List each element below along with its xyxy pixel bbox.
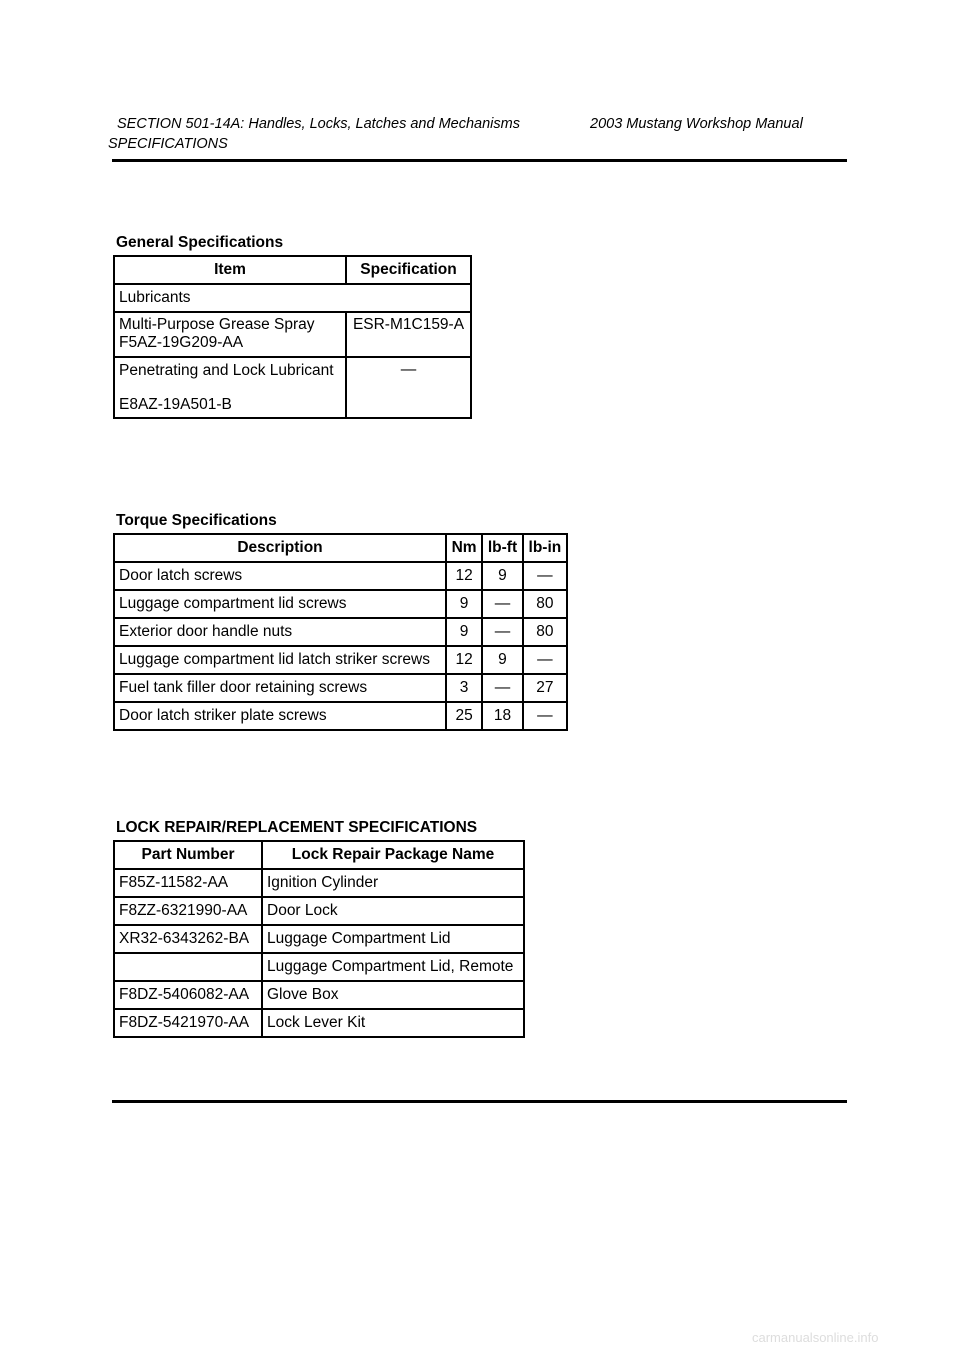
torque-lbin: 27: [523, 674, 567, 702]
package-name: Ignition Cylinder: [262, 869, 524, 897]
table-row: [114, 674, 567, 702]
general-specs-title: General Specifications: [116, 234, 284, 251]
table-row: [114, 618, 567, 646]
table-row: [114, 312, 471, 357]
page-subtitle: SPECIFICATIONS: [108, 136, 228, 152]
torque-lbin: —: [523, 702, 567, 730]
general-specs-table: [113, 255, 472, 419]
table-row: [114, 981, 524, 1009]
item-part-number: E8AZ-19A501-B: [119, 396, 232, 413]
torque-lbft: —: [482, 590, 523, 618]
torque-specs-table: [113, 533, 568, 731]
item-spec: —: [346, 357, 471, 418]
table-row: [114, 953, 524, 981]
col-header-specification: Specification: [346, 256, 471, 284]
col-header-nm: Nm: [446, 534, 482, 562]
torque-description: Fuel tank filler door retaining screws: [114, 674, 446, 702]
col-header-lbft: lb-ft: [482, 534, 523, 562]
package-name: Luggage Compartment Lid: [262, 925, 524, 953]
torque-lbft: 9: [482, 562, 523, 590]
torque-nm: 12: [446, 562, 482, 590]
torque-lbft: —: [482, 674, 523, 702]
torque-nm: 3: [446, 674, 482, 702]
col-header-lbin: lb-in: [523, 534, 567, 562]
torque-description: Luggage compartment lid latch striker screws: [114, 646, 446, 674]
torque-description: Door latch screws: [114, 562, 446, 590]
part-number: F85Z-11582-AA: [114, 869, 262, 897]
part-number: F8DZ-5406082-AA: [114, 981, 262, 1009]
part-number: F8DZ-5421970-AA: [114, 1009, 262, 1037]
col-header-item: Item: [114, 256, 346, 284]
torque-specs-title: Torque Specifications: [116, 512, 277, 529]
part-number: XR32-6343262-BA: [114, 925, 262, 953]
table-row: [114, 897, 524, 925]
torque-description: Door latch striker plate screws: [114, 702, 446, 730]
col-header-part-number: Part Number: [114, 841, 262, 869]
lock-specs-title: LOCK REPAIR/REPLACEMENT SPECIFICATIONS: [116, 819, 478, 836]
package-name: Luggage Compartment Lid, Remote: [262, 953, 524, 981]
header-rule: [112, 159, 847, 162]
torque-lbft: 9: [482, 646, 523, 674]
item-name: Multi-Purpose Grease Spray: [119, 316, 315, 333]
col-header-package-name: Lock Repair Package Name: [262, 841, 524, 869]
torque-description: Exterior door handle nuts: [114, 618, 446, 646]
col-header-description: Description: [114, 534, 446, 562]
table-row: [114, 702, 567, 730]
package-name: Glove Box: [262, 981, 524, 1009]
table-row: [114, 562, 567, 590]
torque-description: Luggage compartment lid screws: [114, 590, 446, 618]
torque-nm: 9: [446, 618, 482, 646]
torque-lbin: —: [523, 562, 567, 590]
torque-nm: 9: [446, 590, 482, 618]
table-row: [114, 357, 471, 418]
package-name: Door Lock: [262, 897, 524, 925]
section-title: SECTION 501-14A: Handles, Locks, Latches and Mechanisms: [117, 116, 520, 132]
watermark: carmanualsonline.info: [752, 1330, 879, 1345]
table-row: [114, 590, 567, 618]
torque-lbin: —: [523, 646, 567, 674]
part-number: [114, 953, 262, 981]
item-name: Penetrating and Lock Lubricant: [119, 362, 334, 379]
table-row: [114, 646, 567, 674]
torque-lbin: 80: [523, 618, 567, 646]
category-row: Lubricants: [114, 284, 471, 312]
footer-rule: [112, 1100, 847, 1103]
part-number: F8ZZ-6321990-AA: [114, 897, 262, 925]
table-row: [114, 869, 524, 897]
manual-title: 2003 Mustang Workshop Manual: [590, 116, 803, 132]
torque-lbft: 18: [482, 702, 523, 730]
torque-nm: 25: [446, 702, 482, 730]
item-spec: ESR-M1C159-A: [346, 312, 471, 357]
package-name: Lock Lever Kit: [262, 1009, 524, 1037]
item-part-number: F5AZ-19G209-AA: [119, 334, 244, 351]
lock-specs-table: [113, 840, 525, 1038]
table-row: [114, 925, 524, 953]
torque-lbin: 80: [523, 590, 567, 618]
torque-nm: 12: [446, 646, 482, 674]
table-row: [114, 1009, 524, 1037]
torque-lbft: —: [482, 618, 523, 646]
